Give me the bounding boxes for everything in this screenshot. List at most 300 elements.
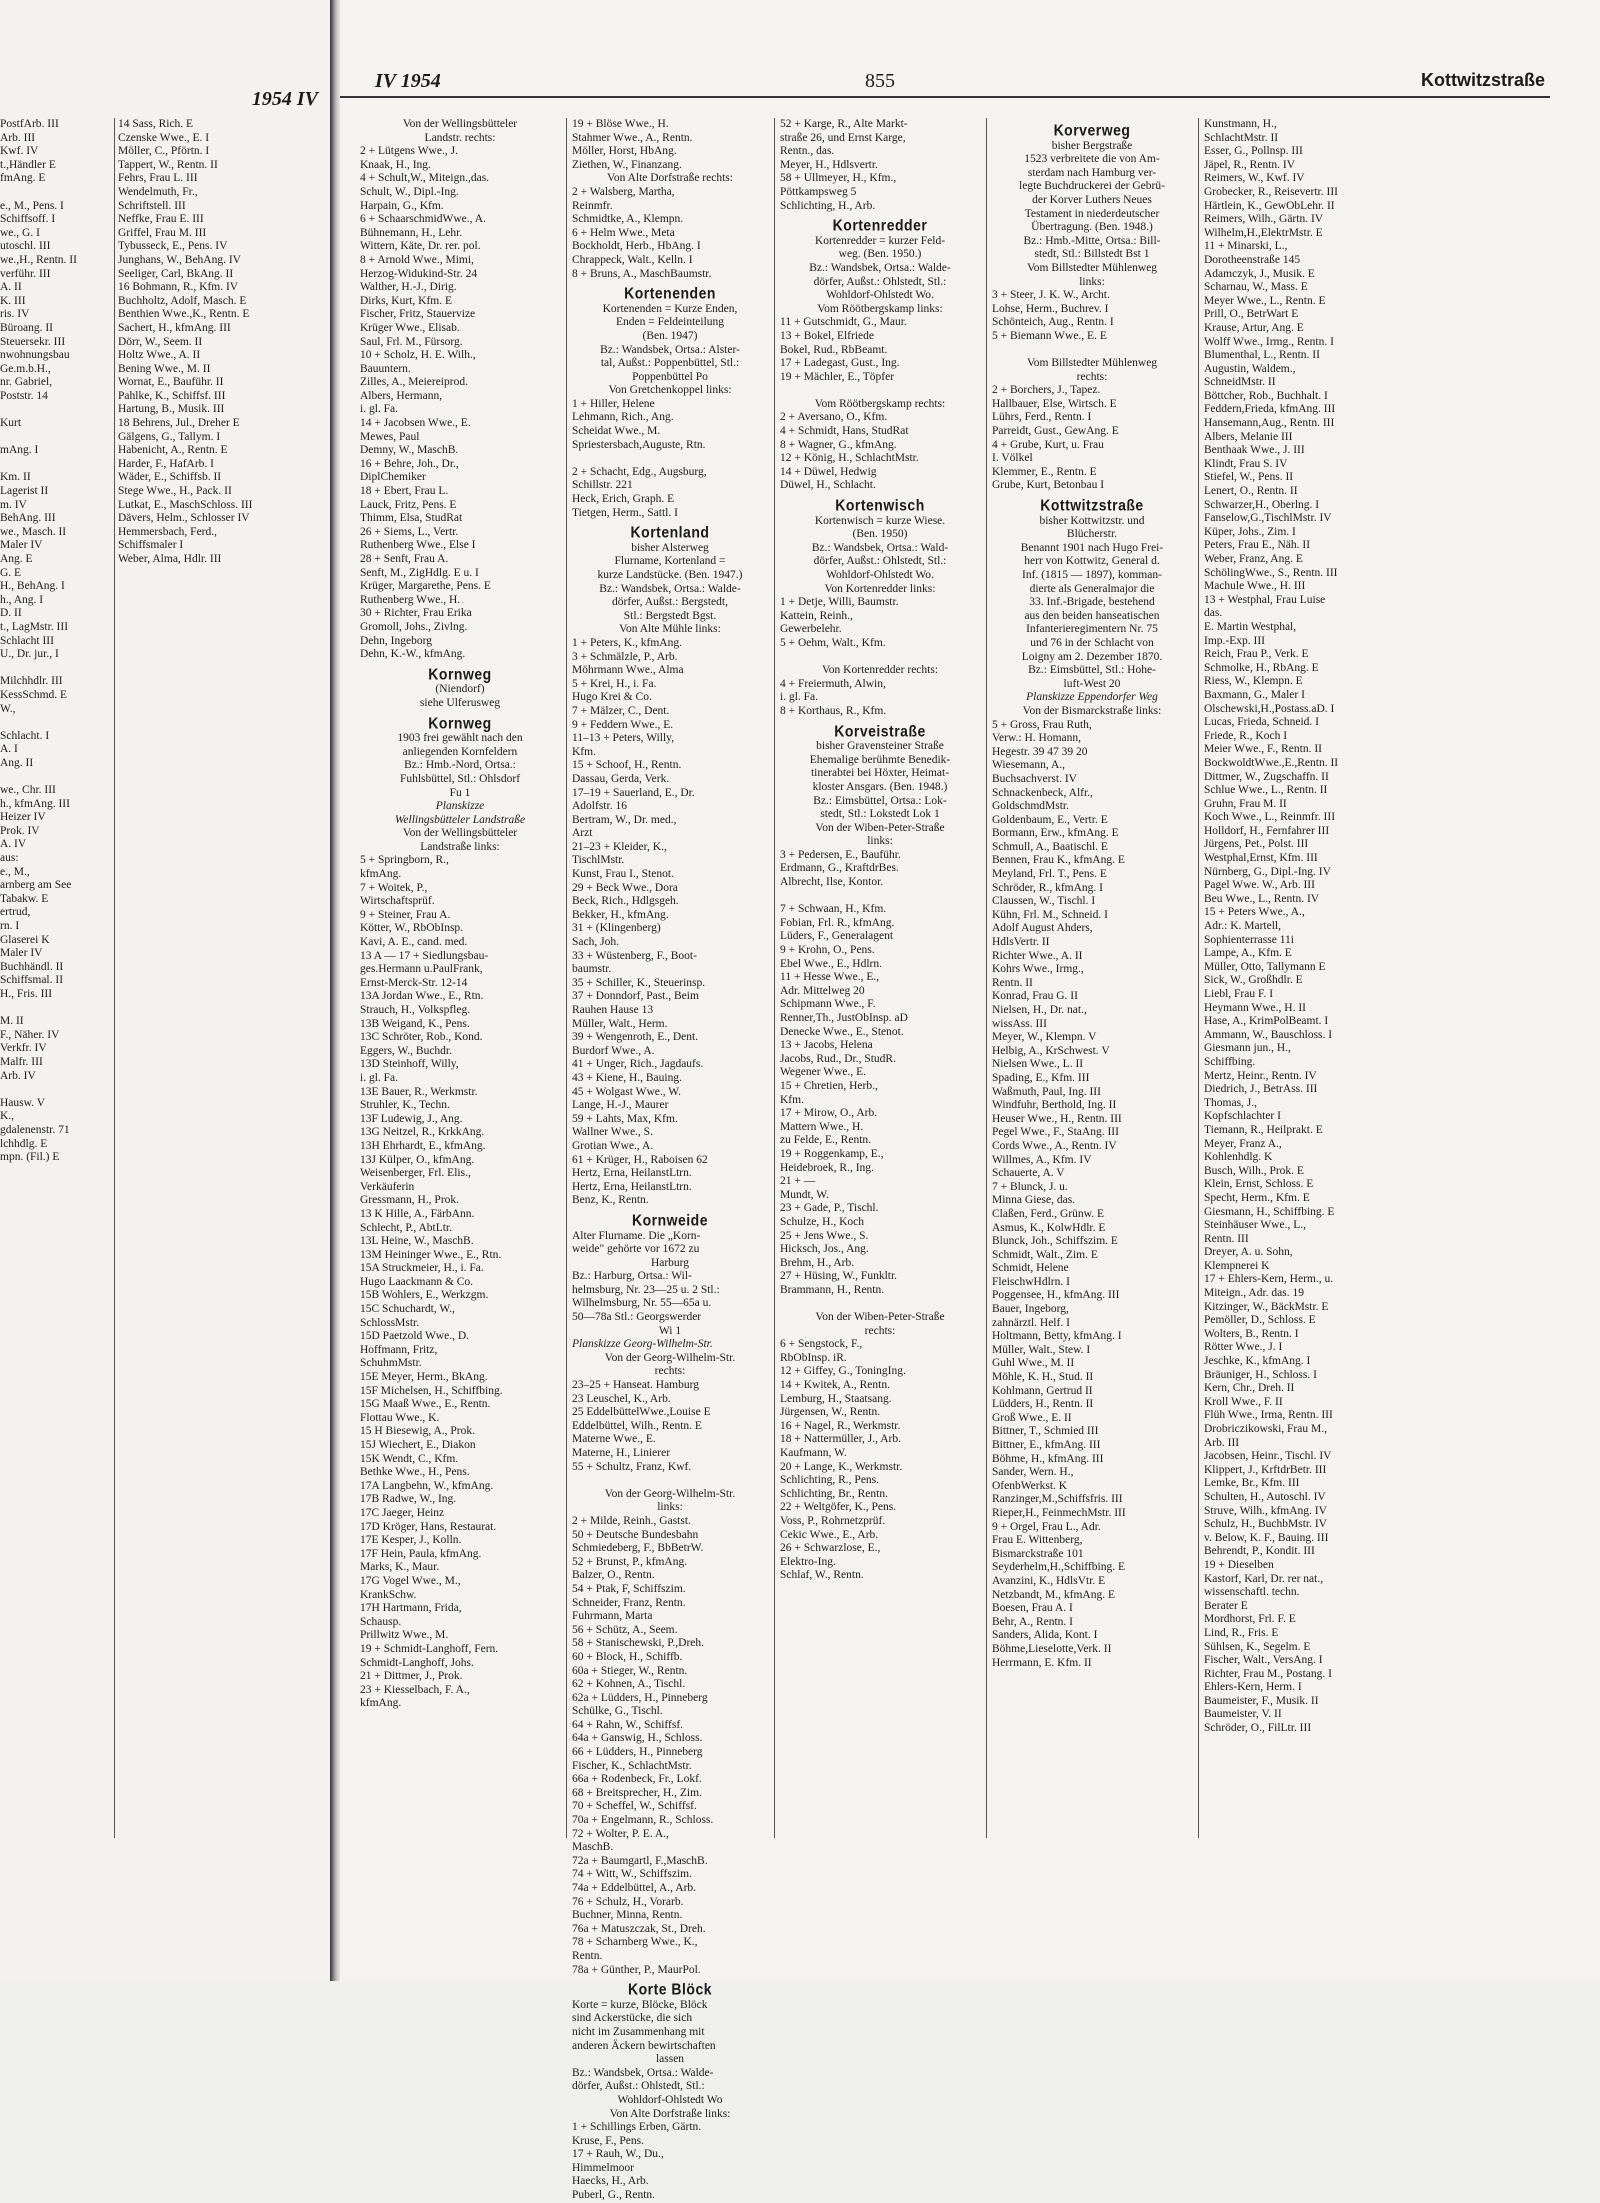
- directory-entry: Vom Röötbergskamp links:: [817, 302, 943, 315]
- directory-entry: 19 + Roggenkamp, E.,: [780, 1147, 884, 1160]
- directory-entry: Blücherstr.: [1066, 528, 1118, 541]
- directory-entry: Bz.: Wandsbek, Ortsa.: Walde-: [599, 582, 741, 595]
- directory-entry: Fanselow,G.,TischlMstr. IV: [1204, 512, 1332, 525]
- column-rule: [114, 118, 115, 1838]
- directory-entry: Glaserei K: [0, 933, 50, 946]
- directory-entry: Bz.: Wandsbek, Ortsa.: Alster-: [600, 343, 740, 356]
- directory-entry: Wirtschaftsprüf.: [360, 895, 435, 908]
- directory-entry: Wohldorf-Ohlstedt Wo.: [826, 289, 934, 302]
- directory-entry: Lind, R., Fris. E: [1204, 1626, 1279, 1639]
- directory-entry: Meier Wwe., F., Rentn. II: [1204, 743, 1322, 756]
- directory-entry: 13G Neitzel, R., KrkkAng.: [360, 1126, 485, 1139]
- directory-entry: Bz.: Eimsbüttel, Ortsa.: Lok-: [813, 794, 947, 807]
- directory-entry: Schlacht. I: [0, 729, 50, 742]
- directory-entry: 45 + Wolgast Wwe., W.: [572, 1085, 681, 1098]
- directory-entry: Tybusseck, E., Pens. IV: [118, 240, 228, 253]
- directory-entry: Schulz, H., BuchbMstr. IV: [1204, 1518, 1327, 1531]
- directory-entry: 33. Inf.-Brigade, bestehend: [1029, 596, 1155, 609]
- directory-entry: Helbig, A., KrSchwest. V: [992, 1044, 1110, 1057]
- directory-entry: Prok. IV: [0, 824, 40, 837]
- directory-entry: Schröder, R., kfmAng. I: [992, 881, 1104, 894]
- column-rule: [1198, 118, 1199, 1838]
- directory-entry: Herrmann, E. Kfm. II: [992, 1656, 1092, 1669]
- directory-entry: Korte = kurze, Blöcke, Blöck: [572, 1998, 708, 2011]
- directory-entry: 23 + Gade, P., Tischl.: [780, 1202, 879, 1215]
- directory-entry: Lange, H.-J., Maurer: [572, 1099, 669, 1112]
- directory-entry: 78a + Günther, P., MaurPol.: [572, 1963, 701, 1976]
- directory-entry: Augustin, Waldem.,: [1204, 362, 1296, 375]
- directory-entry: we.,H., Rentn. II: [0, 253, 77, 266]
- directory-entry: 17B Radwe, W., Ing.: [360, 1493, 457, 1506]
- directory-entry: 60a + Stieger, W., Rentn.: [572, 1664, 688, 1677]
- directory-entry: Meyer, W., Klempn. V: [992, 1031, 1097, 1044]
- directory-entry: Dävers, Helm., Schlosser IV: [118, 512, 250, 525]
- directory-entry: [0, 771, 112, 785]
- directory-entry: Schausp.: [360, 1615, 402, 1628]
- directory-entry: Schmull, A., Baatischl. E: [992, 840, 1108, 853]
- directory-entry: H., BehAng. I: [0, 580, 65, 593]
- directory-entry: 23 + Kiesselbach, F. A.,: [360, 1683, 470, 1696]
- directory-entry: Eggers, W., Buchdr.: [360, 1044, 452, 1057]
- directory-entry: Giesmann jun., H.,: [1204, 1042, 1291, 1055]
- directory-entry: Saul, Frl. M., Fürsorg.: [360, 335, 463, 348]
- directory-entry: Hugo Laackmann & Co.: [360, 1275, 474, 1288]
- directory-entry: Dreyer, A. u. Sohn,: [1204, 1246, 1293, 1259]
- directory-entry: Frau E. Wittenberg,: [992, 1534, 1083, 1547]
- directory-entry: Klindt, Frau S. IV: [1204, 457, 1288, 470]
- directory-entry: 54 + Ptak, F, Schiffszim.: [572, 1582, 686, 1595]
- directory-entry: Riess, W., Klempn. E: [1204, 675, 1303, 688]
- directory-entry: 22 + Weltgöfer, K., Pens.: [780, 1501, 897, 1514]
- directory-entry: 29 + Beck Wwe., Dora: [572, 881, 678, 894]
- directory-entry: Kruse, F., Pens.: [572, 2134, 644, 2147]
- directory-entry: 15J Wiechert, E., Diakon: [360, 1439, 476, 1451]
- directory-entry: DiplChemiker: [360, 471, 426, 484]
- directory-entry: 17E Kesper, J., Kolln.: [360, 1534, 462, 1547]
- directory-entry: Hansemann,Aug., Rentn. III: [1204, 417, 1335, 430]
- directory-entry: 3 + Pedersen, E., Bauführ.: [780, 848, 901, 861]
- directory-entry: Guhl Wwe., M. II: [992, 1357, 1075, 1370]
- directory-entry: 13J Külper, O., kfmAng.: [360, 1153, 475, 1166]
- directory-entry: Benannt 1901 nach Hugo Frei-: [1020, 541, 1164, 554]
- directory-entry: Schlecht, P., AbtLtr.: [360, 1221, 452, 1234]
- directory-entry: 66 + Lüdders, H., Pinneberg: [572, 1746, 703, 1759]
- directory-entry: Fischer, Fritz, Stauervize: [360, 308, 476, 321]
- directory-entry: 55 + Schultz, Franz, Kwf.: [572, 1460, 692, 1473]
- directory-entry: U., Dr. jur., I: [0, 648, 59, 661]
- directory-entry: 52 + Karge, R., Alte Markt-: [780, 118, 908, 130]
- directory-entry: 7 + Blunck, J. u.: [992, 1180, 1068, 1193]
- directory-entry: 6 + Helm Wwe., Meta: [572, 226, 675, 239]
- directory-entry: Schillstr. 221: [572, 479, 633, 492]
- directory-entry: nr. Gabriel,: [0, 376, 53, 389]
- directory-entry: Adolf August Ahders,: [992, 922, 1093, 935]
- directory-entry: 52 + Brunst, P., kfmAng.: [572, 1555, 688, 1568]
- directory-entry: 64 + Rahn, W., Schiffsf.: [572, 1718, 684, 1731]
- directory-entry: Krause, Artur, Ang. E: [1204, 321, 1304, 334]
- directory-entry: Baumeister, V. II: [1204, 1708, 1282, 1721]
- directory-entry: 15K Wendt, C., Kfm.: [360, 1452, 459, 1465]
- directory-entry: Weisenberger, Frl. Elis.,: [360, 1167, 471, 1180]
- directory-entry: gdalenenstr. 71: [0, 1123, 70, 1136]
- directory-entry: Cekic Wwe., E., Arb.: [780, 1528, 879, 1541]
- directory-entry: BehAng. III: [0, 512, 56, 525]
- directory-entry: links:: [1079, 275, 1105, 288]
- directory-entry: Bauuntern.: [360, 362, 411, 375]
- directory-entry: 10 + Scholz, H. E. Wilh.,: [360, 349, 476, 362]
- directory-entry: 3 + Schmälzle, P., Arb.: [572, 650, 678, 663]
- directory-entry: 11–13 + Peters, Willy,: [572, 732, 675, 745]
- directory-entry: Lüdders, H., Rentn. II: [992, 1398, 1094, 1411]
- directory-entry: Stiefel, W., Pens. II: [1204, 471, 1294, 484]
- directory-entry: 1 + Peters, K., kfmAng.: [572, 636, 682, 649]
- directory-entry: 18 + Nattermüller, J., Arb.: [780, 1433, 902, 1446]
- directory-entry: Schneider, Franz, Rentn.: [572, 1596, 686, 1609]
- directory-entry: dörfer, Außst.: Ohlstedt, Stl.:: [813, 555, 947, 568]
- directory-entry: Struve, Wilh., kfmAng. IV: [1204, 1504, 1327, 1517]
- directory-entry: Kroll Wwe., F. II: [1204, 1395, 1283, 1408]
- directory-entry: Kfm.: [780, 1093, 804, 1106]
- directory-entry: Arb. III: [1204, 1436, 1240, 1449]
- directory-entry: Hallbauer, Else, Wirtsch. E: [992, 397, 1117, 410]
- street-heading: Kortenland: [630, 522, 710, 542]
- directory-entry: TischlMstr.: [572, 854, 625, 867]
- directory-entry: Lucas, Frieda, Schneid. I: [1204, 716, 1319, 729]
- directory-entry: links:: [657, 1501, 683, 1514]
- directory-entry: Müller, Walt., Stew. I: [992, 1343, 1091, 1356]
- directory-entry: 76 + Schulz, H., Vorarb.: [572, 1895, 684, 1908]
- directory-entry: sind Ackerstücke, die sich: [572, 2012, 693, 2025]
- directory-entry: 58 + Stanischewski, P.,Dreh.: [572, 1637, 705, 1650]
- directory-entry: Fischer, K., SchlachtMstr.: [572, 1759, 692, 1772]
- directory-entry: 16 + Nagel, R., Werkmstr.: [780, 1419, 901, 1432]
- directory-entry: 15B Wohlers, E., Werkzgm.: [360, 1289, 489, 1302]
- directory-entry: Weber, Alma, Hdlr. III: [118, 553, 222, 565]
- directory-entry: e., M., Pens. I: [0, 199, 64, 212]
- directory-entry: Blumenthal, L., Rentn. II: [1204, 349, 1320, 362]
- directory-entry: 31 + (Klingenberg): [572, 922, 661, 935]
- directory-entry: 6 + Sengstock, F.,: [780, 1338, 863, 1351]
- directory-entry: tinerabtei bei Höxter, Heimat-: [810, 767, 950, 780]
- directory-entry: Infanterieregimentern Nr. 75: [1026, 623, 1158, 636]
- directory-entry: 17 + Mirow, O., Arb.: [780, 1107, 878, 1120]
- street-heading: Kottwitzstraße: [1040, 495, 1144, 515]
- directory-entry: Specht, Herm., Kfm. E: [1204, 1191, 1310, 1204]
- directory-entry: 6 + SchaarschmidWwe., A.: [360, 213, 486, 226]
- directory-entry: Schmidt, Walt., Zim. E: [992, 1248, 1098, 1261]
- directory-entry: Holtmann, Betty, kfmAng. I: [992, 1330, 1122, 1343]
- directory-entry: 2 + Borchers, J., Tapez.: [992, 384, 1101, 397]
- directory-entry: 13 + Bokel, Elfriede: [780, 329, 874, 342]
- directory-entry: Müller, Otto, Tallymann E: [1204, 960, 1326, 973]
- directory-entry: Heidebroek, R., Ing.: [780, 1161, 874, 1174]
- directory-entry: 9 + Orgel, Frau L., Adr.: [992, 1520, 1101, 1533]
- directory-entry: Hegestr. 39 47 39 20: [992, 745, 1088, 758]
- directory-entry: Gewerbelehr.: [780, 623, 842, 636]
- directory-entry: Poggensee, H., kfmAng. III: [992, 1289, 1120, 1302]
- directory-entry: 4 + Schult,W., Miteign.,das.: [360, 172, 490, 185]
- directory-entry: 25 + Jens Wwe., S.: [780, 1229, 869, 1242]
- directory-entry: Benz, K., Rentn.: [572, 1194, 649, 1207]
- directory-entry: we., G. I: [0, 226, 40, 239]
- directory-entry: Von der Georg-Wilhelm-Str.: [604, 1351, 736, 1364]
- directory-entry: Fuhlsbüttel, Stl.: Ohlsdorf: [399, 772, 521, 785]
- directory-entry: 56 + Schütz, A., Seem.: [572, 1623, 678, 1636]
- directory-entry: Buchsachverst. IV: [992, 772, 1077, 785]
- directory-entry: Ranzinger,M.,Schiffsfris. III: [992, 1493, 1123, 1506]
- directory-entry: Strauch, H., Volkspfleg.: [360, 1004, 471, 1016]
- directory-entry: t.,Händler E: [0, 158, 56, 171]
- directory-entry: Pemöller, D., Schloss. E: [1204, 1314, 1316, 1327]
- directory-entry: 13A Jordan Wwe., E., Rtn.: [360, 990, 484, 1003]
- directory-entry: h., Ang. I: [0, 593, 44, 606]
- directory-entry: i. gl. Fa.: [360, 403, 399, 416]
- directory-entry: Inf. (1815 — 1897), komman-: [1022, 569, 1162, 581]
- directory-entry: Von der Wellingsbütteler: [402, 118, 518, 130]
- directory-entry: Planskizze Georg-Wilhelm-Str.: [572, 1338, 713, 1351]
- directory-entry: Ruthenberg Wwe., Else I: [360, 539, 476, 552]
- directory-entry: Bühnemann, H., Lehr.: [360, 226, 463, 239]
- directory-entry: rn. I: [0, 920, 20, 933]
- directory-entry: Pagel Wwe. W., Arb. III: [1204, 879, 1315, 892]
- directory-entry: Buchner, Minna, Rentn.: [572, 1909, 683, 1922]
- directory-entry: [0, 1083, 112, 1097]
- directory-entry: Rieper,H., FeinmechMstr. III: [992, 1506, 1126, 1519]
- directory-entry: Ehemalige berühmte Benedik-: [809, 753, 951, 766]
- directory-entry: Behrendt, P., Kondit. III: [1204, 1545, 1315, 1558]
- directory-entry: Arb. IV: [0, 1069, 36, 1082]
- directory-entry: Wellingsbütteler Landstraße: [394, 813, 526, 826]
- directory-entry: Bräuniger, H., Schloss. I: [1204, 1368, 1317, 1381]
- directory-entry: Gressmann, H., Prok.: [360, 1194, 460, 1207]
- directory-entry: links:: [867, 835, 893, 848]
- directory-entry: Dirks, Kurt, Kfm. E: [360, 294, 452, 307]
- directory-entry: Wegener Wwe., E.: [780, 1066, 867, 1079]
- directory-entry: sterdam nach Hamburg ver-: [1027, 166, 1157, 179]
- directory-entry: 4 + Schmidt, Hans, StudRat: [780, 425, 909, 438]
- directory-entry: Schmidtke, A., Klempn.: [572, 213, 684, 226]
- directory-entry: Junghans, W., BehAng. IV: [118, 253, 241, 266]
- directory-entry: Goldenbaum, E., Vertr. E: [992, 813, 1108, 826]
- directory-entry: Müller, Walt., Herm.: [572, 1017, 668, 1030]
- directory-entry: Adr. Mittelweg 20: [780, 984, 865, 997]
- directory-entry: Wäder, E., Schiffsb. II: [118, 471, 222, 484]
- directory-entry: Böhme, H., kfmAng. III: [992, 1452, 1104, 1465]
- directory-entry: Bismarckstraße 101: [992, 1547, 1084, 1560]
- directory-entry: ges.Hermann u.PaulFrank,: [360, 963, 483, 976]
- directory-entry: [992, 344, 1192, 358]
- directory-entry: 21 + —: [780, 1175, 816, 1188]
- directory-entry: Vom Billstedter Mühlenweg: [1026, 357, 1158, 370]
- directory-entry: BockwoldtWwe.,E.,Rentn. II: [1204, 756, 1339, 769]
- directory-entry: Jacobsen, Heinr., Tischl. IV: [1204, 1450, 1332, 1463]
- directory-entry: 16 Bohmann, R., Kfm. IV: [118, 281, 239, 294]
- directory-entry: luft-West 20: [1063, 677, 1121, 690]
- directory-entry: Schwarzer,H., Oberlng. I: [1204, 498, 1320, 511]
- directory-entry: [0, 1002, 112, 1016]
- directory-entry: 15G Maaß Wwe., E., Rentn.: [360, 1398, 491, 1411]
- directory-entry: Claßen, Ferd., Grünw. E: [992, 1207, 1104, 1220]
- directory-entry: bisher Bergstraße: [1051, 139, 1133, 152]
- directory-entry: Busch, Wilh., Prok. E: [1204, 1164, 1304, 1177]
- directory-entry: 5 + Springborn, R.,: [360, 854, 449, 867]
- column-rule: [774, 118, 775, 1838]
- directory-entry: v. Below, K. F., Bauing. III: [1204, 1531, 1329, 1544]
- directory-entry: Ang. E: [0, 553, 33, 565]
- directory-entry: Planskizze Eppendorfer Weg: [1026, 691, 1158, 704]
- directory-entry: Ge.m.b.H.,: [0, 362, 51, 375]
- directory-entry: Von der Wellingsbütteler: [402, 827, 518, 840]
- directory-entry: 17C Jaeger, Heinz: [360, 1506, 445, 1519]
- directory-entry: Jürgens, Pet., Polst. III: [1204, 838, 1309, 851]
- directory-entry: Klemmer, E., Rentn. E: [992, 465, 1097, 478]
- directory-entry: Flüh Wwe., Irma, Rentn. III: [1204, 1409, 1333, 1422]
- directory-entry: Rentn., das.: [780, 145, 835, 158]
- directory-entry: 14 + Düwel, Hedwig: [780, 465, 877, 478]
- directory-entry: Testament in niederdeutscher: [1024, 207, 1160, 220]
- directory-entry: Kern, Chr., Dreh. II: [1204, 1382, 1295, 1395]
- directory-entry: 28 + Senft, Frau A.: [360, 553, 449, 565]
- directory-entry: Hicksch, Jos., Ang.: [780, 1243, 869, 1256]
- directory-entry: 17A Langbehn, W., kfmAng.: [360, 1479, 494, 1492]
- directory-entry: 14 Sass, Rich. E: [118, 118, 194, 130]
- directory-entry: Holtz Wwe., A. II: [118, 349, 201, 362]
- directory-entry: Klippert, J., KrftdrBetr. III: [1204, 1463, 1327, 1476]
- directory-entry: Avanzini, K., HdlsVtr. E: [992, 1574, 1106, 1587]
- directory-entry: Baumeister, F., Musik. II: [1204, 1694, 1319, 1707]
- directory-entry: Pegel Wwe., F., StaAng. III: [992, 1126, 1119, 1139]
- directory-entry: Verkfr. IV: [0, 1042, 47, 1055]
- page-number: 855: [865, 70, 895, 92]
- directory-entry: [780, 651, 980, 665]
- directory-entry: Parreidt, Gust., GewAng. E: [992, 425, 1119, 438]
- directory-entry: helmsburg, Nr. 23—25 u. 2 Stl.:: [572, 1283, 720, 1296]
- directory-entry: Ehlers-Kern, Herm. I: [1204, 1681, 1302, 1694]
- directory-entry: Tiemann, R., Heilprakt. E: [1204, 1123, 1323, 1136]
- directory-entry: 33 + Wüstenberg, F., Boot-: [572, 949, 697, 962]
- directory-entry: Adr.: K. Martell,: [1204, 920, 1281, 933]
- directory-entry: Materne Wwe., E.: [572, 1433, 656, 1446]
- directory-entry: SchlossMstr.: [360, 1316, 420, 1329]
- directory-entry: Blunck, Joh., Schiffszim. E: [992, 1235, 1118, 1248]
- directory-entry: Bz.: Hmb.-Nord, Ortsa.:: [404, 759, 516, 772]
- directory-entry: 13B Weigand, K., Pens.: [360, 1017, 470, 1030]
- directory-entry: Benthien Wwe.,K., Rentn. E: [118, 308, 250, 321]
- directory-entry: das.: [1204, 607, 1223, 620]
- directory-entry: 2 + Milde, Reinh., Gastst.: [572, 1514, 691, 1527]
- directory-entry: Poppenbüttel Po: [632, 370, 708, 383]
- directory-entry: stedt, Stl.: Billstedt Bst 1: [1034, 248, 1150, 261]
- directory-entry: 74 + Witt, W., Schiffszim.: [572, 1868, 692, 1881]
- directory-entry: M. II: [0, 1015, 24, 1028]
- directory-entry: 2 + Walsberg, Martha,: [572, 185, 675, 198]
- directory-entry: Marks, K., Maur.: [360, 1561, 440, 1574]
- directory-entry: 59 + Lahts, Max, Kfm.: [572, 1112, 678, 1125]
- directory-entry: Meyer Wwe., L., Rentn. E: [1204, 294, 1326, 307]
- directory-entry: 1 + Detje, Willi, Baumstr.: [780, 596, 899, 609]
- directory-entry: 17G Vogel Wwe., M.,: [360, 1574, 461, 1587]
- directory-entry: 16 + Behre, Joh., Dr.,: [360, 457, 459, 470]
- directory-entry: Kopfschlachter I: [1204, 1110, 1281, 1123]
- directory-entry: Wornat, E., Bauführ. II: [118, 376, 224, 389]
- directory-entry: 15E Meyer, Herm., BkAng.: [360, 1371, 488, 1384]
- directory-entry: Arzt: [572, 827, 593, 840]
- directory-entry: Albers, Melanie III: [1204, 430, 1293, 443]
- directory-entry: Berater E: [1204, 1599, 1248, 1612]
- directory-entry: Wiesemann, A.,: [992, 759, 1065, 772]
- directory-entry: Härtlein, K., GewObLehr. II: [1204, 199, 1335, 212]
- directory-entry: Sach, Joh.: [572, 936, 619, 949]
- directory-entry: Knaak, H., Ing.: [360, 158, 431, 171]
- directory-entry: SchlachtMstr. II: [1204, 131, 1279, 144]
- directory-entry: [780, 890, 980, 904]
- directory-entry: 18 Behrens, Jul., Dreher E: [118, 417, 240, 430]
- directory-entry: [0, 458, 112, 472]
- directory-entry: lchhdlg. E: [0, 1137, 48, 1150]
- directory-entry: 13D Steinhoff, Willy,: [360, 1058, 459, 1071]
- directory-entry: Reimers, W., Kwf. IV: [1204, 172, 1305, 185]
- directory-entry: Walther, H.-J., Dirig.: [360, 281, 457, 294]
- directory-entry: Schlichting, H., Arb.: [780, 199, 876, 212]
- directory-entry: 9 + Krohn, O., Pens.: [780, 944, 875, 957]
- directory-entry: Wohldorf-Ohlstedt Wo.: [826, 569, 934, 581]
- directory-entry: 21–23 + Kleider, K.,: [572, 840, 667, 853]
- directory-entry: Jacobs, Rud., Dr., StudR.: [780, 1052, 896, 1065]
- directory-entry: Schiffsmaler I: [118, 539, 184, 552]
- directory-entry: Kfm.: [572, 745, 596, 758]
- directory-entry: 13 + Jacobs, Helena: [780, 1039, 873, 1052]
- directory-entry: FleischwHdlrn. I: [992, 1275, 1070, 1288]
- directory-entry: Landstraße links:: [420, 840, 500, 853]
- directory-entry: Vom Billstedter Mühlenweg: [1026, 261, 1158, 274]
- directory-entry: dierte als Generalmajor die: [1029, 582, 1155, 595]
- directory-entry: Wi 1: [658, 1324, 682, 1337]
- directory-entry: Denecke Wwe., E., Stenot.: [780, 1025, 904, 1038]
- directory-entry: Schlue Wwe., L., Rentn. II: [1204, 784, 1328, 797]
- directory-entry: Meyer, Franz A.,: [1204, 1137, 1282, 1150]
- directory-entry: Übertragung. (Ben. 1948.): [1031, 221, 1153, 234]
- directory-entry: 23–25 + Hanseat. Hamburg: [572, 1379, 699, 1392]
- directory-entry: 17F Hein, Paula, kfmAng.: [360, 1547, 482, 1560]
- directory-entry: anderen Äckern bewirtschaften: [572, 2039, 716, 2052]
- directory-entry: 13F Ludewig, J., Ang.: [360, 1112, 463, 1125]
- directory-entry: (Niendorf): [435, 683, 485, 696]
- directory-entry: Erdmann, G., KraftdrBes.: [780, 862, 899, 875]
- directory-entry: nicht im Zusammenhang mit: [572, 2025, 705, 2038]
- directory-entry: dörfer, Außst.: Bergstedt,: [612, 596, 728, 609]
- directory-entry: Boesen, Frau A. I: [992, 1602, 1073, 1615]
- directory-entry: 14 + Kwitek, A., Rentn.: [780, 1379, 890, 1392]
- directory-entry: Peters, Frau E., Näh. II: [1204, 539, 1311, 552]
- directory-entry: Planskizze: [435, 800, 485, 813]
- directory-entry: kfmAng.: [360, 868, 402, 881]
- directory-entry: Voss, P., Rohrnetzprüf.: [780, 1514, 886, 1527]
- directory-entry: Lührs, Ferd., Rentn. I: [992, 411, 1092, 424]
- directory-entry: kfmAng.: [360, 1697, 402, 1710]
- directory-entry: 13 A — 17 + Siedlungsbau-: [360, 949, 489, 962]
- left-page: [0, 0, 330, 1981]
- directory-entry: 15 H Biesewig, A., Prok.: [360, 1425, 475, 1438]
- directory-entry: Schülke, G., Tischl.: [572, 1705, 663, 1718]
- directory-entry: Lutkat, E., MaschSchloss. III: [118, 498, 253, 511]
- directory-entry: 2 + Schacht, Edg., Augsburg,: [572, 465, 707, 478]
- left-page-header: 1954 IV: [251, 88, 318, 110]
- directory-entry: 50 + Deutsche Bundesbahn: [572, 1528, 699, 1541]
- column-rule: [986, 118, 987, 1838]
- directory-entry: siehe Ulferusweg: [419, 696, 501, 709]
- directory-entry: 14 + Jacobsen Wwe., E.: [360, 417, 471, 430]
- directory-entry: 18 + Ebert, Frau L.: [360, 485, 449, 498]
